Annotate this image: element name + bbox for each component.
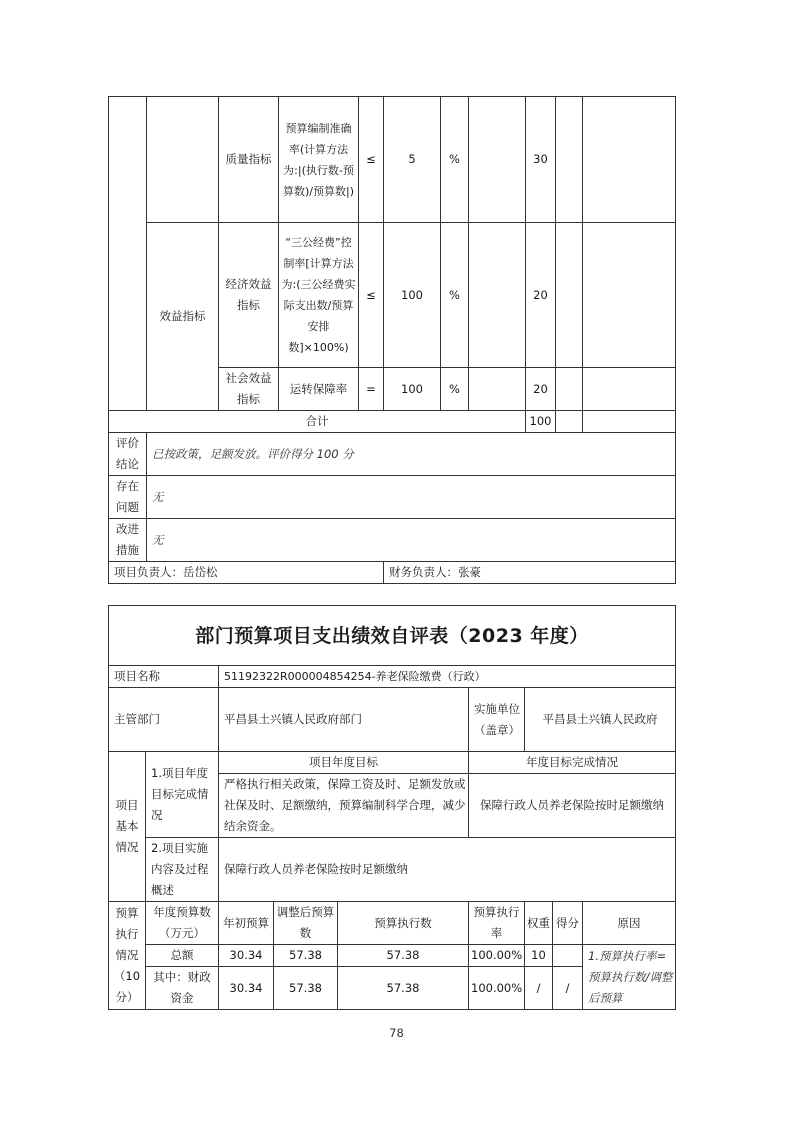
conclusion-label: 评价结论 xyxy=(109,433,147,476)
page-number: 78 xyxy=(389,1026,404,1040)
actual-value xyxy=(469,97,526,223)
problems-row xyxy=(109,476,676,519)
executed-budget: 57.38 xyxy=(338,967,469,1010)
total-score xyxy=(556,411,583,433)
target-value: 5 xyxy=(384,97,441,223)
budget-row xyxy=(109,945,676,967)
indicator-name: 预算编制准确率(计算方法为:|(执行数-预算数)/预算数|) xyxy=(279,97,359,223)
project-name-label: 项目名称 xyxy=(109,666,219,688)
total-reason xyxy=(583,411,676,433)
unit: % xyxy=(441,97,469,223)
performance-indicator-table xyxy=(108,96,676,584)
score xyxy=(553,945,583,967)
budget-header-row xyxy=(109,902,676,945)
conclusion-row xyxy=(109,433,676,476)
unit: % xyxy=(441,223,469,368)
score: / xyxy=(553,967,583,1010)
page-title: 部门预算项目支出绩效自评表（2023 年度） xyxy=(109,606,676,666)
improve-text: 无 xyxy=(147,519,676,562)
total-label: 合计 xyxy=(109,411,526,433)
row-label: 总额 xyxy=(146,945,219,967)
operator: = xyxy=(359,368,384,411)
reason xyxy=(583,97,676,223)
improve-row xyxy=(109,519,676,562)
column-header: 权重 xyxy=(525,902,553,945)
actual-value xyxy=(469,368,526,411)
exec-label: 预算执行情况（10分） xyxy=(109,902,146,1010)
signature-row xyxy=(109,562,676,584)
self-evaluation-table xyxy=(108,605,676,1010)
sub-category: 经济效益指标 xyxy=(219,223,279,368)
weight: 20 xyxy=(526,368,556,411)
project-name: 51192322R000004854254-养老保险缴费（行政） xyxy=(219,666,676,688)
indicator-name: “三公经费”控制率[计算方法为:(三公经费实际支出数/预算安排数]×100%) xyxy=(279,223,359,368)
dept-label: 主管部门 xyxy=(109,688,219,752)
operator: ≤ xyxy=(359,223,384,368)
initial-budget: 30.34 xyxy=(219,967,274,1010)
sub-category: 质量指标 xyxy=(219,97,279,223)
total-weight: 100 xyxy=(526,411,556,433)
problems-label: 存在问题 xyxy=(109,476,147,519)
operator: ≤ xyxy=(359,97,384,223)
column-header: 预算执行数 xyxy=(338,902,469,945)
adjusted-budget: 57.38 xyxy=(274,967,338,1010)
problems-text: 无 xyxy=(147,476,676,519)
conclusion-text: 已按政策，足额发放。评价得分 100 分 xyxy=(147,433,676,476)
indicator-name: 运转保障率 xyxy=(279,368,359,411)
project-leader: 项目负责人：岳岱松 xyxy=(109,562,384,584)
initial-budget: 30.34 xyxy=(219,945,274,967)
score xyxy=(556,223,583,368)
executed-budget: 57.38 xyxy=(338,945,469,967)
benefit-category: 效益指标 xyxy=(147,223,219,411)
column-header: 年初预算 xyxy=(219,902,274,945)
impl-label: 实施单位（盖章） xyxy=(469,688,525,752)
column-header: 原因 xyxy=(583,902,676,945)
process-text: 保障行政人员养老保险按时足额缴纳 xyxy=(219,838,676,902)
reason xyxy=(583,368,676,411)
weight: / xyxy=(525,967,553,1010)
weight: 10 xyxy=(525,945,553,967)
title-row xyxy=(109,606,676,666)
score xyxy=(556,97,583,223)
process-label: 2.项目实施内容及过程概述 xyxy=(146,838,219,902)
goal-label: 1.项目年度目标完成情况 xyxy=(146,752,219,838)
process-row xyxy=(109,838,676,902)
score xyxy=(556,368,583,411)
improve-label: 改进措施 xyxy=(109,519,147,562)
row-label: 其中：财政资金 xyxy=(146,967,219,1010)
project-name-row xyxy=(109,666,676,688)
dept-row xyxy=(109,688,676,752)
execution-rate: 100.00% xyxy=(469,945,525,967)
column-header: 调整后预算数 xyxy=(274,902,338,945)
column-header: 年度预算数（万元） xyxy=(146,902,219,945)
category-cell xyxy=(147,97,219,223)
target-value: 100 xyxy=(384,223,441,368)
goal-header: 项目年度目标 xyxy=(219,752,469,774)
category-cell xyxy=(109,97,147,411)
completion-text: 保障行政人员养老保险按时足额缴纳 xyxy=(469,774,676,838)
basic-label: 项目基本情况 xyxy=(109,752,146,902)
actual-value xyxy=(469,223,526,368)
adjusted-budget: 57.38 xyxy=(274,945,338,967)
target-value: 100 xyxy=(384,368,441,411)
weight: 20 xyxy=(526,223,556,368)
total-row xyxy=(109,411,676,433)
dept-value: 平昌县土兴镇人民政府部门 xyxy=(219,688,469,752)
goal-text: 严格执行相关政策，保障工资及时、足额发放或社保及时、足额缴纳，预算编制科学合理，减少结余资金。 xyxy=(219,774,469,838)
weight: 30 xyxy=(526,97,556,223)
impl-value: 平昌县土兴镇人民政府 xyxy=(525,688,676,752)
finance-leader: 财务负责人：张豪 xyxy=(384,562,676,584)
sub-category: 社会效益指标 xyxy=(219,368,279,411)
table-row xyxy=(109,97,676,223)
unit: % xyxy=(441,368,469,411)
completion-header: 年度目标完成情况 xyxy=(469,752,676,774)
reason-text: 1.预算执行率=预算执行数/调整后预算 xyxy=(583,945,676,1010)
goal-header-row xyxy=(109,752,676,774)
column-header: 得分 xyxy=(553,902,583,945)
column-header: 预算执行率 xyxy=(469,902,525,945)
table-row xyxy=(109,223,676,368)
reason xyxy=(583,223,676,368)
execution-rate: 100.00% xyxy=(469,967,525,1010)
